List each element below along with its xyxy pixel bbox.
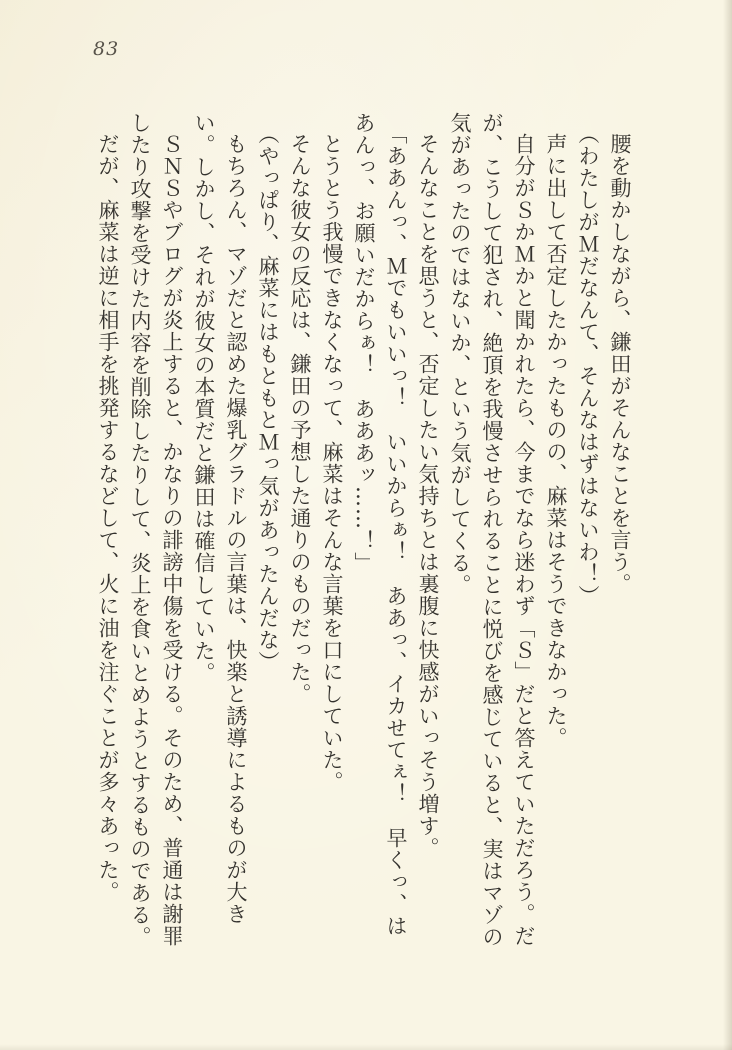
paragraph: そんなことを思うと、否定したい気持ちとは裏腹に快感がいっそう増す。 (416, 133, 440, 859)
paragraph: （やっぱり、麻菜にはもともとＭっ気があったんだな） (256, 122, 280, 673)
page-number: 83 (93, 38, 120, 60)
paragraph: とうとう我慢できなくなって、麻菜はそんな言葉を口にしていた。 (320, 133, 344, 793)
paragraph: 自分がＳかＭかと聞かれたら、今までなら迷わず「Ｓ」だと答えていただろう。だが、こうして犯され、絶頂を我慢させられることに悦びを感じていると、実はマゾの気があったのではないか、という気がしてくる。 (448, 112, 536, 948)
paragraph: ＳＮＳやブログが炎上すると、かなりの誹謗中傷を受ける。そのため、普通は謝罪したり攻撃を受けた内容を削除したりして、炎上を食いとめようとするものである。 (128, 112, 184, 948)
paragraph: 腰を動かしながら、鎌田がそんなことを言う。 (608, 133, 632, 595)
paragraph: 声に出して否定したかったものの、麻菜はそうできなかった。 (544, 133, 568, 749)
paragraph: そんな彼女の反応は、鎌田の予想した通りのものだった。 (288, 133, 312, 705)
paragraph: 「ああんっ、Ｍでもいいっ！ いいからぁ！ ああっ、イカせてぇ！ 早くっ、はあんっ、お願いだからぁ！ あああッ……！」 (352, 112, 408, 937)
vertical-text-block (86, 112, 636, 950)
paragraph: もちろん、マゾだと認めた爆乳グラドルの言葉は、快楽と誘導によるものが大きい。しかし、それが彼女の本質だと鎌田は確信していた。 (192, 112, 248, 925)
page-edge-shadow (723, 0, 732, 1050)
page-bottom-shadow (0, 1044, 732, 1050)
paragraph: （わたしがＭだなんて、そんなはずはないわ！） (576, 122, 600, 607)
paragraph: だが、麻菜は逆に相手を挑発するなどして、火に油を注ぐことが多々あった。 (96, 133, 120, 903)
